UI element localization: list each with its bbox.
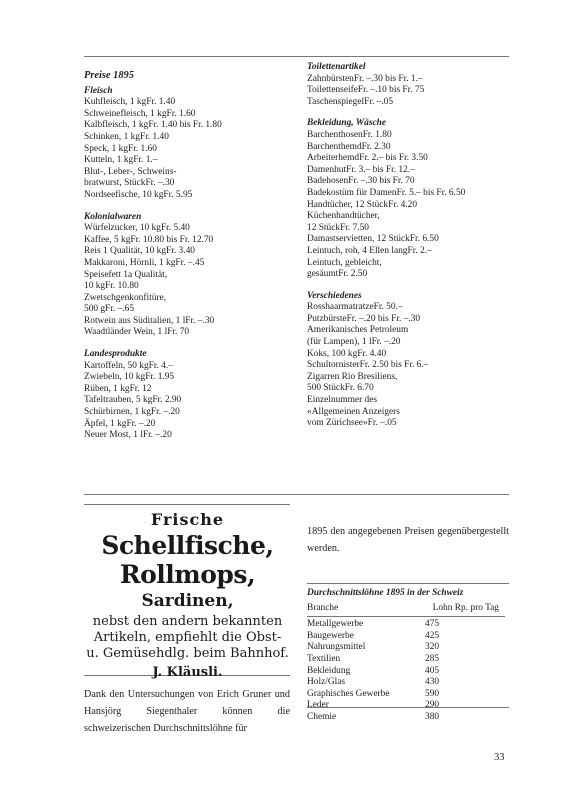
wage-row: [307, 689, 505, 701]
item-price: Fr. –.05: [364, 96, 394, 107]
item-price: Fr. 10.80: [105, 281, 139, 292]
item-name: Damastservietten, 12 Stück: [307, 234, 410, 245]
wage-branche: Leder: [307, 700, 329, 711]
wage-lohn: 475: [425, 619, 440, 630]
item-price: Fr. 2.30: [361, 141, 391, 152]
wage-lohn: 590: [425, 688, 440, 699]
item-price: Fr. –.10 bis Fr. 75: [357, 85, 425, 96]
item-name: Schweinefleisch, 1 kg: [84, 108, 167, 119]
col-lohn: Lohn Rp. pro Tag: [432, 602, 499, 613]
item-price: Fr. 6.70: [344, 383, 374, 394]
wage-row: [307, 666, 505, 678]
price-item: [84, 246, 294, 258]
item-price: Fr. 1.60: [166, 108, 196, 119]
price-item: [84, 270, 294, 282]
price-item: [307, 142, 512, 154]
item-name: «Allgemeinen Anzeigers: [307, 406, 400, 417]
price-item: [84, 223, 294, 235]
item-price: Fr. 5.95: [163, 189, 193, 200]
section-heading: Toilettenartikel: [307, 62, 366, 72]
price-item: [84, 132, 294, 144]
price-item: [84, 167, 294, 179]
price-item: [307, 337, 512, 349]
price-item: [307, 74, 512, 86]
ad-line-sardinen: Sardinen,: [141, 591, 234, 611]
wage-lohn: 285: [425, 653, 440, 664]
item-name: Waadtländer Wein, 1 l: [84, 327, 168, 338]
price-item: [84, 384, 294, 396]
item-price: Fr. 3.40: [166, 246, 195, 257]
wage-branche: Metallgewerbe: [307, 619, 364, 630]
price-item: [84, 361, 294, 373]
item-name: Barchenthemd: [307, 141, 362, 152]
item-price: Fr. 5.– bis Fr. 6.50: [396, 187, 466, 198]
item-price: Fr. 50.–: [373, 302, 403, 313]
item-name: Rosshaarmatratze: [307, 302, 374, 313]
item-name: Taschenspiegel: [307, 96, 365, 107]
price-item: [84, 327, 294, 339]
wage-branche: Bekleidung: [307, 665, 351, 676]
price-item: [307, 200, 512, 212]
item-name: bratwurst, Stück: [84, 178, 146, 189]
item-name: Kutteln, 1 kg: [84, 155, 134, 166]
wage-table: [307, 588, 505, 724]
item-name: Arbeiterhemd: [307, 153, 360, 164]
item-price: Fr. 5.40: [160, 223, 190, 234]
price-item: [84, 155, 294, 167]
item-name: Rotwein aus Süditalien, 1 l: [84, 315, 186, 326]
item-name: Schinken, 1 kg: [84, 131, 140, 142]
item-price: Fr. –.30 bis Fr. 70: [348, 176, 415, 187]
item-name: Zahnbürsten: [307, 73, 354, 84]
price-item: [84, 407, 294, 419]
item-price: Fr. –.65: [105, 304, 135, 315]
price-item: [307, 302, 512, 314]
item-name: Koks, 100 kg: [307, 348, 358, 359]
wage-lohn: 320: [425, 642, 440, 653]
price-item: [307, 176, 512, 188]
item-name: gesäumt: [307, 269, 339, 280]
item-price: Fr. 2.–: [407, 245, 432, 256]
price-item: [84, 144, 294, 156]
price-item: [307, 395, 512, 407]
price-item: [84, 190, 294, 202]
item-price: Fr. 1.95: [145, 372, 175, 383]
price-item: [84, 97, 294, 109]
mid-rule: [84, 494, 509, 495]
item-name: Speisefett 1a Qualität,: [84, 269, 168, 280]
price-item: [307, 407, 512, 419]
item-price: Fr. 6.50: [409, 234, 439, 245]
item-name: Schultornister: [307, 360, 360, 371]
price-item: [307, 153, 512, 165]
item-name: 10 kg: [84, 281, 106, 292]
body-text-left: Dank den Untersuchungen von Erich Gruner und Hansjörg Siegenthaler können die schweizerischen Durchschnittslöhne für: [84, 689, 290, 734]
item-name: Leintuch, gebleicht,: [307, 257, 382, 268]
wage-rows: [307, 619, 505, 723]
price-item: [307, 85, 512, 97]
price-item: [307, 269, 512, 281]
wage-lohn: 290: [425, 700, 440, 711]
item-name: Barchenthosen: [307, 129, 363, 140]
item-price: Fr. 1.40 bis Fr. 1.80: [148, 120, 222, 131]
price-item: [307, 130, 512, 142]
col-branche: Branche: [307, 602, 339, 613]
item-name: (für Lampen), 1 l: [307, 337, 372, 348]
price-item: [84, 419, 294, 431]
price-item: [307, 372, 512, 384]
wage-branche: Textilien: [307, 653, 341, 664]
item-name: Badehosen: [307, 176, 349, 187]
item-name: Würfelzucker, 10 kg: [84, 223, 161, 234]
item-name: Amerikanisches Petroleum: [307, 325, 409, 336]
item-price: Fr. –.20 bis Fr. –.30: [346, 313, 421, 324]
item-price: Fr. –.45: [175, 257, 205, 268]
item-name: Makkaroni, Hörnli, 1 kg: [84, 257, 176, 268]
item-name: Kaffee, 5 kg: [84, 234, 131, 245]
wage-row: [307, 712, 505, 724]
price-item: [307, 97, 512, 109]
ad-line-text: nebst den andern bekannten Artikeln, empfiehlt die Obst- u. Gemüsehdlg. beim Bahnhof.: [86, 614, 289, 661]
item-name: Schürbirnen, 1 kg: [84, 407, 151, 418]
ad-top-rule: [84, 504, 290, 505]
price-item: [84, 178, 294, 190]
item-name: Reis 1 Qualität, 10 kg: [84, 246, 167, 257]
item-name: Äpfel, 1 kg: [84, 418, 127, 429]
price-item: [307, 314, 512, 326]
wage-branche: Baugewerbe: [307, 630, 354, 641]
item-price: Fr. 2.50: [338, 269, 368, 280]
price-item: [84, 372, 294, 384]
item-name: 500 Stück: [307, 383, 345, 394]
section-heading: Landesprodukte: [84, 349, 147, 360]
price-item: [84, 304, 294, 316]
item-name: Badekostüm für Damen: [307, 187, 397, 198]
price-item: [84, 109, 294, 121]
item-price: Fr. –.30: [145, 178, 175, 189]
price-item: [307, 234, 512, 246]
item-price: Fr. 1.–: [133, 155, 158, 166]
item-price: Fr. –.30 bis Fr. 1.–: [353, 73, 423, 84]
item-name: 500 g: [84, 304, 106, 315]
wage-top-rule: [307, 583, 509, 584]
price-item: [307, 223, 512, 235]
wage-row: [307, 642, 505, 654]
page-number: 33: [494, 752, 505, 763]
item-name: Kalbfleisch, 1 kg: [84, 120, 149, 131]
item-name: vom Zürichsee»: [307, 418, 368, 429]
wage-branche: Nahrungsmittel: [307, 642, 366, 653]
item-price: Fr. 2.– bis Fr. 3.50: [359, 153, 428, 164]
wage-row: [307, 677, 505, 689]
item-name: 12 Stück: [307, 222, 341, 233]
item-price: Fr. 1.60: [128, 143, 157, 154]
price-item: [84, 395, 294, 407]
item-name: Rüben, 1 kg: [84, 383, 130, 394]
body-text-right: 1895 den angegebenen Preisen gegenübergestellt werden.: [307, 526, 509, 554]
item-price: Fr. 1.80: [362, 129, 392, 140]
price-item: [307, 165, 512, 177]
item-price: Fr. 2.50 bis Fr. 6.–: [359, 360, 429, 371]
item-name: Kartoffeln, 50 kg: [84, 360, 149, 371]
item-name: Blut-, Leber-, Schweins-: [84, 166, 177, 177]
item-price: Fr. –.30: [185, 315, 215, 326]
price-item: [307, 418, 512, 430]
item-price: Fr. 2.90: [152, 395, 182, 406]
ad-line-products: Schellfische, Rollmops,: [101, 531, 274, 589]
section-heading: Verschiedenes: [307, 290, 362, 301]
wage-lohn: 425: [425, 630, 440, 641]
prices-title: Preise 1895: [84, 70, 134, 81]
wage-table-header: [307, 603, 505, 618]
prices-left-column: [84, 70, 294, 442]
wage-table-title: Durchschnittslöhne 1895 in der Schweiz: [307, 588, 464, 598]
price-item: [84, 281, 294, 293]
item-price: Fr. –.05: [367, 418, 397, 429]
price-item: [307, 188, 512, 200]
item-name: Küchenhandtücher,: [307, 211, 380, 222]
item-name: Putzbürste: [307, 313, 347, 324]
price-item: [307, 349, 512, 361]
ad-signature: J. Kläusli.: [152, 665, 223, 680]
ad-line-frische: Frische: [150, 510, 225, 529]
wage-row: [307, 619, 505, 631]
item-price: Fr. –.20: [150, 407, 180, 418]
item-name: Speck, 1 kg: [84, 143, 129, 154]
newspaper-advertisement: [86, 510, 289, 680]
price-item: [84, 258, 294, 270]
item-price: Fr. –.20: [371, 337, 401, 348]
item-price: Fr. 3.– bis Fr. 12.–: [346, 164, 415, 175]
item-price: Fr. 12: [129, 383, 152, 394]
item-price: Fr. 4.20: [388, 199, 418, 210]
wage-branche: Chemie: [307, 711, 337, 722]
section-heading: Fleisch: [84, 85, 113, 96]
item-price: Fr. 4.40: [357, 348, 387, 359]
item-name: Handtücher, 12 Stück: [307, 199, 389, 210]
price-item: [84, 316, 294, 328]
price-item: [84, 293, 294, 305]
section-heading: Kolonialwaren: [84, 211, 142, 222]
wage-row: [307, 700, 505, 712]
item-name: Nordseefische, 10 kg: [84, 189, 164, 200]
item-price: Fr. 10.80 bis Fr. 12.70: [130, 234, 214, 245]
price-item: [307, 211, 512, 223]
price-item: [84, 430, 294, 442]
price-item: [307, 258, 512, 270]
prices-right-column: [307, 62, 512, 430]
item-name: Damenhut: [307, 164, 347, 175]
wage-branche: Graphisches Gewerbe: [307, 688, 390, 699]
wage-row: [307, 654, 505, 666]
item-name: Tafeltrauben, 5 kg: [84, 395, 153, 406]
price-item: [307, 325, 512, 337]
price-item: [307, 383, 512, 395]
item-price: Fr. –.20: [142, 430, 172, 441]
item-name: Leintuch, roh, 4 Ellen lang: [307, 245, 408, 256]
price-item: [84, 120, 294, 132]
wage-lohn: 405: [425, 665, 440, 676]
item-name: Zwetschgenkonfitüre,: [84, 292, 167, 303]
item-price: Fr. 1.40: [140, 131, 169, 142]
item-price: Fr. 1.40: [146, 97, 176, 108]
item-name: Zwiebeln, 10 kg: [84, 372, 146, 383]
price-item: [307, 360, 512, 372]
item-price: Fr. –.20: [126, 418, 156, 429]
item-name: Neuer Most, 1 l: [84, 430, 143, 441]
top-rule: [84, 56, 509, 57]
item-price: Fr. 4.–: [148, 360, 173, 371]
item-name: Toilettenseife: [307, 85, 358, 96]
item-name: Kuhfleisch, 1 kg: [84, 97, 147, 108]
section-heading: Bekleidung, Wäsche: [307, 118, 387, 129]
item-name: Zigarren Rio Bresiliens,: [307, 371, 398, 382]
wage-lohn: 430: [425, 677, 440, 688]
price-item: [84, 235, 294, 247]
wage-row: [307, 631, 505, 643]
price-item: [307, 246, 512, 258]
item-price: Fr. 7.50: [340, 222, 369, 233]
wage-lohn: 380: [425, 711, 440, 722]
item-name: Einzelnummer des: [307, 395, 378, 406]
item-price: Fr. 70: [167, 327, 190, 338]
wage-branche: Holz/Glas: [307, 677, 346, 688]
